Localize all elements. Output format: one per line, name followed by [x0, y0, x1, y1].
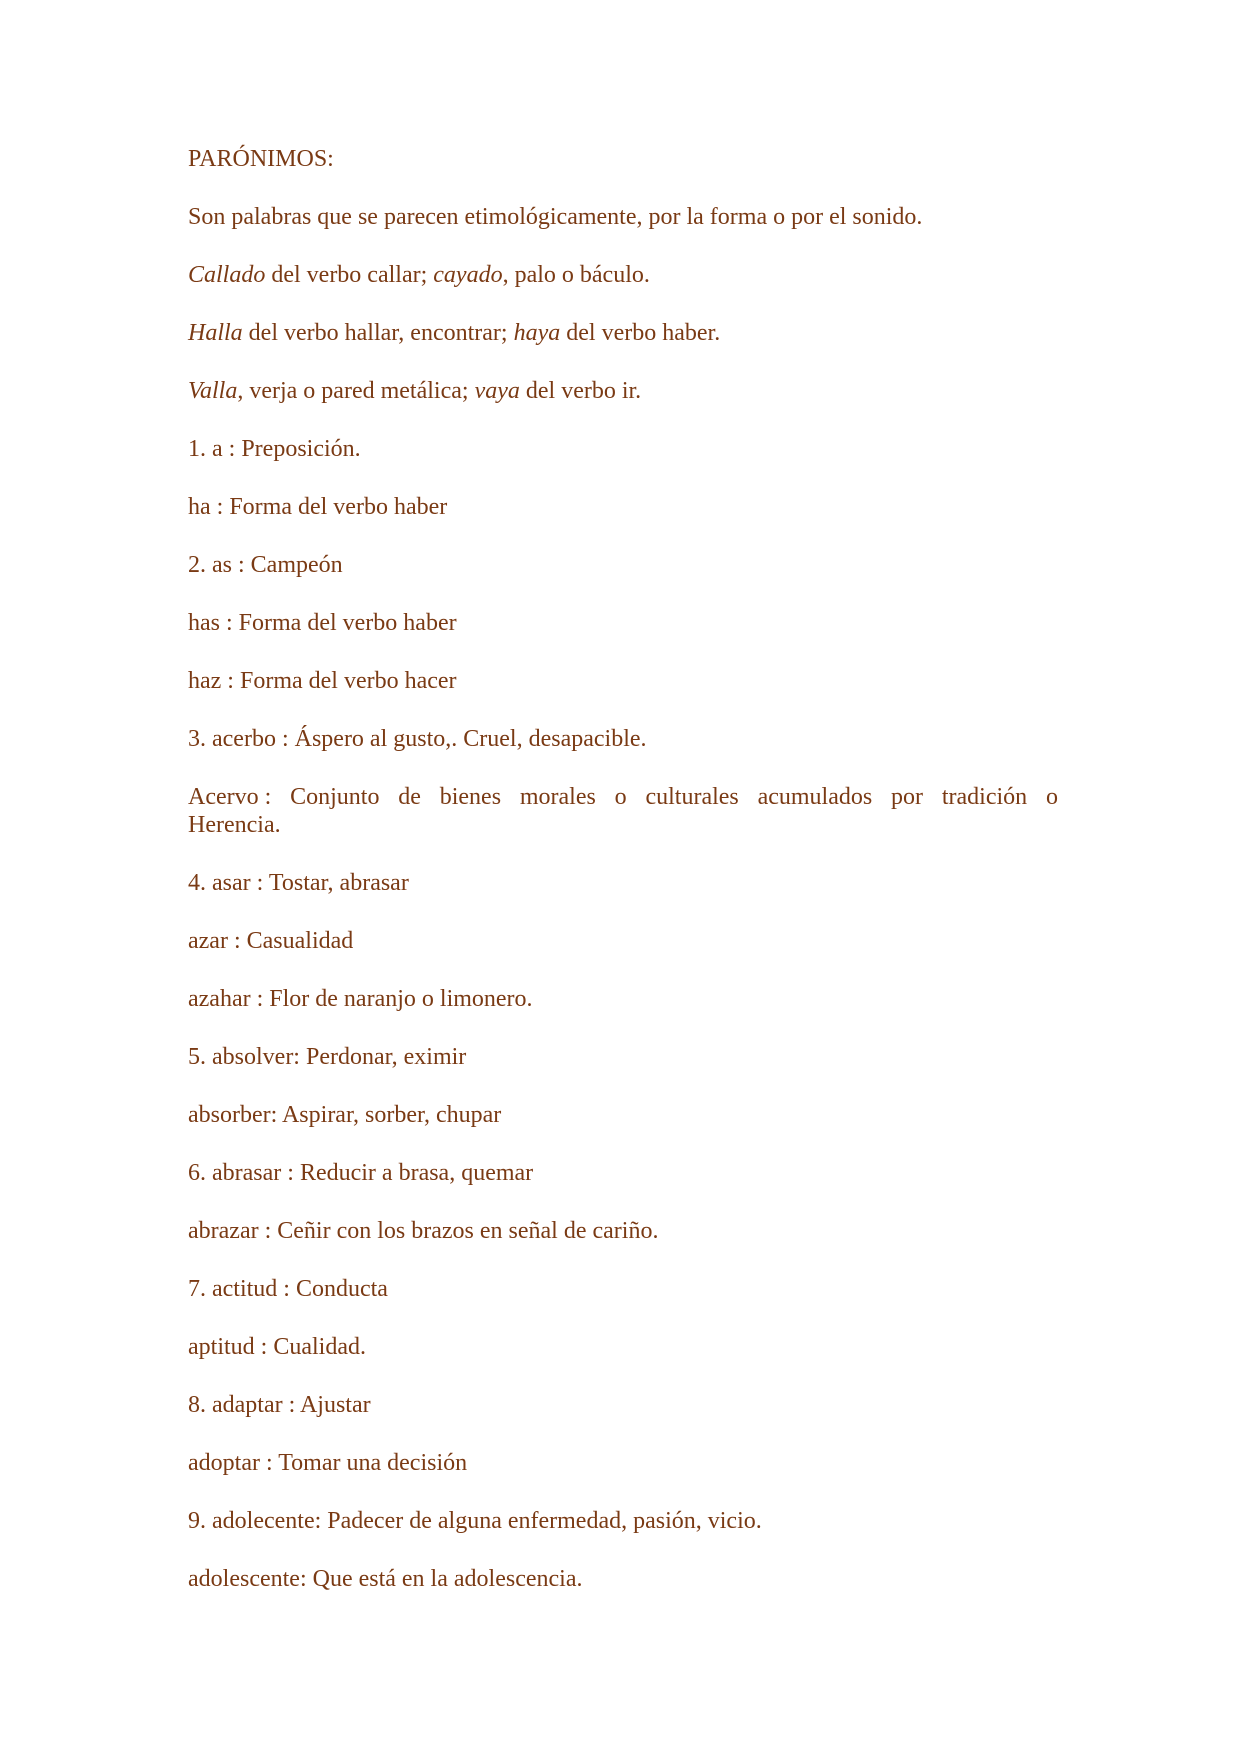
example-word: vaya	[474, 378, 520, 404]
example-word: Callado	[188, 262, 266, 288]
acervo-word: o	[614, 784, 627, 810]
entry-line: absorber: Aspirar, sorber, chupar	[188, 1102, 502, 1128]
acervo-word: Acervo :	[188, 784, 272, 810]
example-text: , verja o pared metálica;	[237, 378, 475, 404]
document-page	[188, 145, 1058, 1623]
entry-line: aptitud : Cualidad.	[188, 1334, 366, 1360]
entry-line: haz : Forma del verbo hacer	[188, 668, 457, 694]
entry-line: 5. absolver: Perdonar, eximir	[188, 1044, 467, 1070]
entry-line: 7. actitud : Conducta	[188, 1276, 388, 1302]
example-text: del verbo hallar, encontrar;	[242, 320, 514, 346]
acervo-word: o	[1045, 784, 1058, 810]
acervo-word: por	[891, 784, 924, 810]
example-text: del verbo haber.	[560, 320, 721, 346]
example-callado	[188, 261, 1058, 289]
entry-line: has : Forma del verbo haber	[188, 610, 457, 636]
example-word: Halla	[188, 320, 243, 346]
acervo-word: acumulados	[757, 784, 873, 810]
example-word: haya	[513, 320, 561, 346]
acervo-word: culturales	[645, 784, 739, 810]
entry-line: ha : Forma del verbo haber	[188, 494, 448, 520]
entry-line: abrazar : Ceñir con los brazos en señal de cariño.	[188, 1218, 659, 1244]
acervo-word: de	[398, 784, 421, 810]
entry-acervo	[188, 783, 1058, 839]
entry-line: adolescente: Que está en la adolescencia.	[188, 1566, 583, 1592]
entry-line: 1. a : Preposición.	[188, 436, 361, 462]
example-halla	[188, 319, 1058, 347]
example-text: del verbo ir.	[519, 378, 642, 404]
entry-line: 2. as : Campeón	[188, 552, 343, 578]
example-valla	[188, 377, 1058, 405]
acervo-word: morales	[519, 784, 596, 810]
intro-paragraph: Son palabras que se parecen etimológicamente, por la forma o por el sonido.	[188, 204, 923, 230]
acervo-word: tradición	[941, 784, 1028, 810]
acervo-line-2: Herencia.	[188, 812, 281, 838]
entry-line: azahar : Flor de naranjo o limonero.	[188, 986, 533, 1012]
entry-line: 3. acerbo : Áspero al gusto,. Cruel, desapacible.	[188, 726, 647, 752]
entry-line: 4. asar : Tostar, abrasar	[188, 870, 409, 896]
document-title: PARÓNIMOS:	[188, 146, 334, 172]
example-text: del verbo callar;	[265, 262, 434, 288]
example-text: , palo o báculo.	[502, 262, 650, 288]
entry-line: 6. abrasar : Reducir a brasa, quemar	[188, 1160, 534, 1186]
entry-line: 9. adolecente: Padecer de alguna enfermedad, pasión, vicio.	[188, 1508, 762, 1534]
acervo-word: Conjunto	[290, 784, 380, 810]
entry-line: 8. adaptar : Ajustar	[188, 1392, 371, 1418]
entry-line: azar : Casualidad	[188, 928, 354, 954]
acervo-word: bienes	[439, 784, 502, 810]
acervo-line-1	[188, 783, 1058, 811]
example-word: Valla	[188, 378, 238, 404]
example-word: cayado	[433, 262, 503, 288]
entry-line: adoptar : Tomar una decisión	[188, 1450, 468, 1476]
